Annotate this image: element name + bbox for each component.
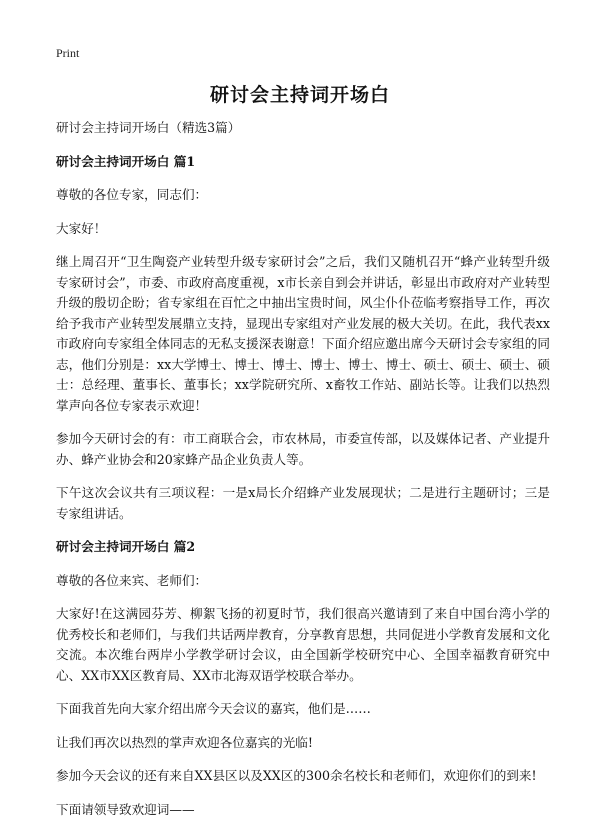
paragraph: 参加今天会议的还有来自XX县区以及XX区的300余名校长和老师们，欢迎你们的到来! (56, 768, 537, 783)
paragraph: 尊敬的各位来宾、老师们： (56, 572, 208, 588)
paragraph: 参加今天研讨会的有：市工商联合会，市农林局，市委宣传部，以及媒体记者、产业提升办、蜂产业协会和20家蜂产品企业负责人等。 (56, 431, 550, 467)
paragraph: 大家好！ (56, 220, 107, 236)
section-heading: 研讨会主持词开场白 篇1 (56, 153, 196, 169)
section-heading: 研讨会主持词开场白 篇2 (56, 539, 196, 554)
paragraph: 尊敬的各位专家，同志们： (56, 187, 208, 202)
paragraph: 下面我首先向大家介绍出席今天会议的嘉宾，他们是…… (56, 701, 371, 716)
print-label: Print (56, 46, 80, 60)
document-subtitle: 研讨会主持词开场白（精选3篇） (56, 120, 241, 135)
paragraph: 大家好!在这满园芬芳、柳絮飞扬的初夏时节，我们很高兴邀请到了来自中国台湾小学的优秀校长和老师们，与我们共话两岸教育，分享教育思想，共同促进小学教育发展和文化交流。本次维台两岸小学教学研讨会议，由全国新学校研究中心、全国幸福教育研究中心、XX市XX区教育局、XX市北海双语学校联合举办。 (56, 606, 550, 683)
paragraph: 下面请领导致欢迎词—— (56, 801, 195, 817)
paragraph: 继上周召开“卫生陶瓷产业转型升级专家研讨会”之后，我们又随机召开“蜂产业转型升级专家研讨会”，市委、市政府高度重视，x市长亲自到会并讲话，彰显出市政府对产业转型升级的殷切企盼；省专家组在百忙之中抽出宝贵时间，风尘仆仆莅临考察指导工作，再次给予我市产业转型发展鼎立支持，显现出专家组对产业发展的极大关切。在此，我代表xx市政府向专家组全体同志的无私支援深表谢意！下面介绍应邀出席今天研讨会专家组的同志，他们分别是：xx大学博士、博士、博士、博士、博士、博士、硕士、硕士、硕士、硕士：总经理、董事长、董事长；xx学院研究所、x畜牧工作站、副站长等。让我们以热烈掌声向各位专家表示欢迎！ (56, 254, 550, 413)
paragraph: 下午这次会议共有三项议程：一是x局长介绍蜂产业发展现状；二是进行主题研讨；三是专家组讲话。 (56, 485, 550, 521)
section-1 (56, 152, 550, 525)
paragraph: 让我们再次以热烈的掌声欢迎各位嘉宾的光临! (56, 734, 313, 750)
document-body (56, 118, 550, 833)
section-2 (56, 537, 550, 820)
document-title: 研讨会主持词开场白 (209, 84, 390, 106)
